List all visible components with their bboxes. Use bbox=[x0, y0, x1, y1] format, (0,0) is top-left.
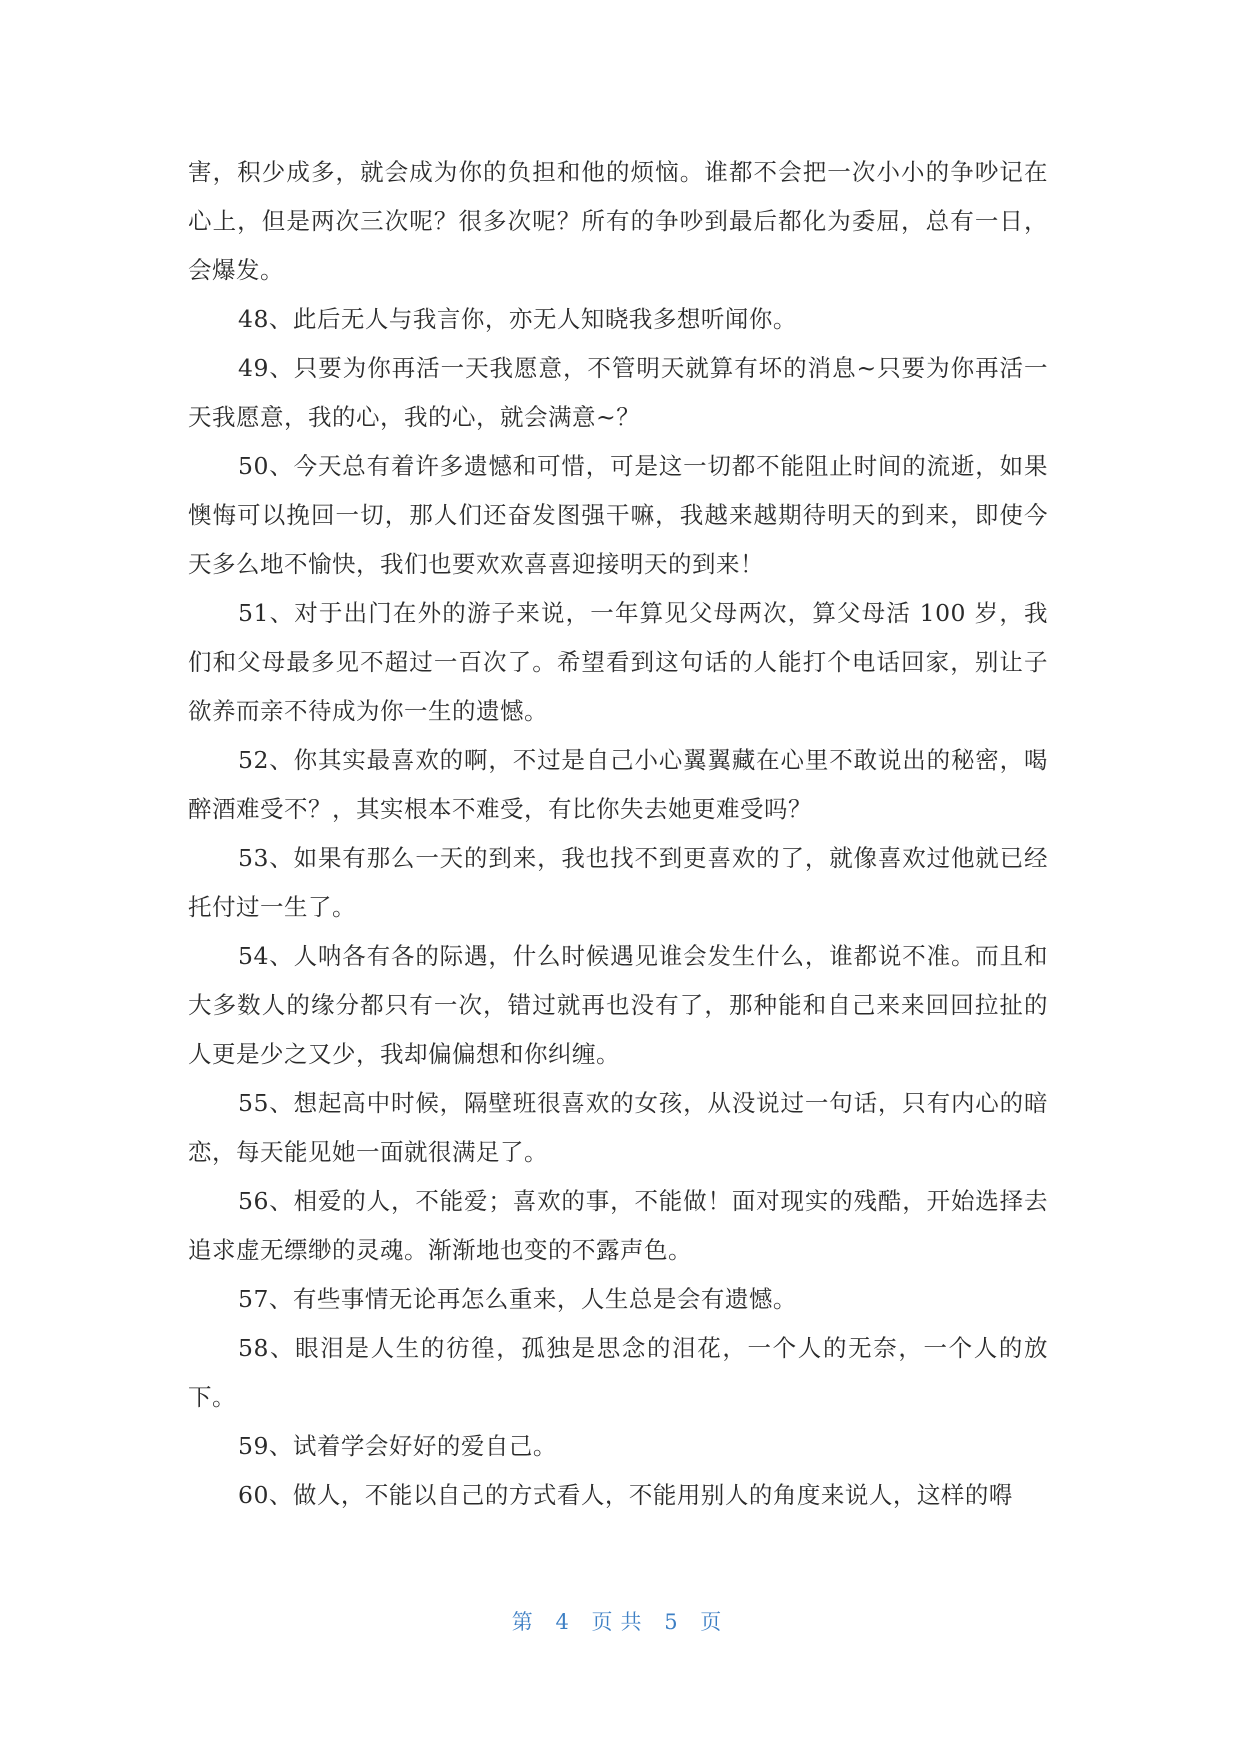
footer-total-pages: 5 bbox=[664, 1610, 686, 1634]
paragraph-55: 55、想起高中时候，隔壁班很喜欢的女孩，从没说过一句话，只有内心的暗恋，每天能见她一面就很满足了。 bbox=[188, 1089, 1048, 1166]
paragraph-49: 49、只要为你再活一天我愿意，不管明天就算有坏的消息~只要为你再活一天我愿意，我的心，我的心，就会满意~？ bbox=[188, 354, 1048, 431]
footer-suffix: 页 bbox=[700, 1610, 730, 1634]
paragraph-58: 58、眼泪是人生的彷徨，孤独是思念的泪花，一个人的无奈，一个人的放下。 bbox=[188, 1334, 1048, 1411]
paragraph-60: 60、做人，不能以自己的方式看人，不能用别人的角度来说人，这样的嘚 bbox=[238, 1481, 1013, 1509]
footer-middle: 页共 bbox=[591, 1610, 650, 1634]
paragraph-56: 56、相爱的人，不能爱；喜欢的事，不能做！面对现实的残酷，开始选择去追求虚无缥缈的灵魂。渐渐地也变的不露声色。 bbox=[188, 1187, 1048, 1264]
paragraph-59: 59、试着学会好好的爱自己。 bbox=[238, 1432, 557, 1460]
paragraph-continued: 害，积少成多，就会成为你的负担和他的烦恼。谁都不会把一次小小的争吵记在心上，但是两次三次呢？很多次呢？所有的争吵到最后都化为委屈，总有一日，会爆发。 bbox=[188, 158, 1048, 284]
document-body bbox=[188, 148, 1048, 1520]
paragraph-52: 52、你其实最喜欢的啊，不过是自己小心翼翼藏在心里不敢说出的秘密，喝醉酒难受不？，其实根本不难受，有比你失去她更难受吗？ bbox=[188, 746, 1048, 823]
paragraph-54: 54、人呐各有各的际遇，什么时候遇见谁会发生什么，谁都说不准。而且和大多数人的缘分都只有一次，错过就再也没有了，那种能和自己来来回回拉扯的人更是少之又少，我却偏偏想和你纠缠。 bbox=[188, 942, 1048, 1068]
paragraph-51: 51、对于出门在外的游子来说，一年算见父母两次，算父母活 100 岁，我们和父母最多见不超过一百次了。希望看到这句话的人能打个电话回家，别让子欲养而亲不待成为你一生的遗憾。 bbox=[188, 599, 1048, 725]
paragraph-48: 48、此后无人与我言你，亦无人知晓我多想听闻你。 bbox=[238, 305, 797, 333]
paragraph-53: 53、如果有那么一天的到来，我也找不到更喜欢的了，就像喜欢过他就已经托付过一生了。 bbox=[188, 844, 1048, 921]
page-footer bbox=[0, 1606, 1241, 1636]
paragraph-57: 57、有些事情无论再怎么重来，人生总是会有遗憾。 bbox=[238, 1285, 797, 1313]
paragraph-50: 50、今天总有着许多遗憾和可惜，可是这一切都不能阻止时间的流逝，如果懊悔可以挽回一切，那人们还奋发图强干嘛，我越来越期待明天的到来，即使今天多么地不愉快，我们也要欢欢喜喜迎接明天的到来！ bbox=[188, 452, 1048, 578]
footer-current-page: 4 bbox=[555, 1610, 577, 1634]
footer-prefix: 第 bbox=[511, 1610, 541, 1634]
